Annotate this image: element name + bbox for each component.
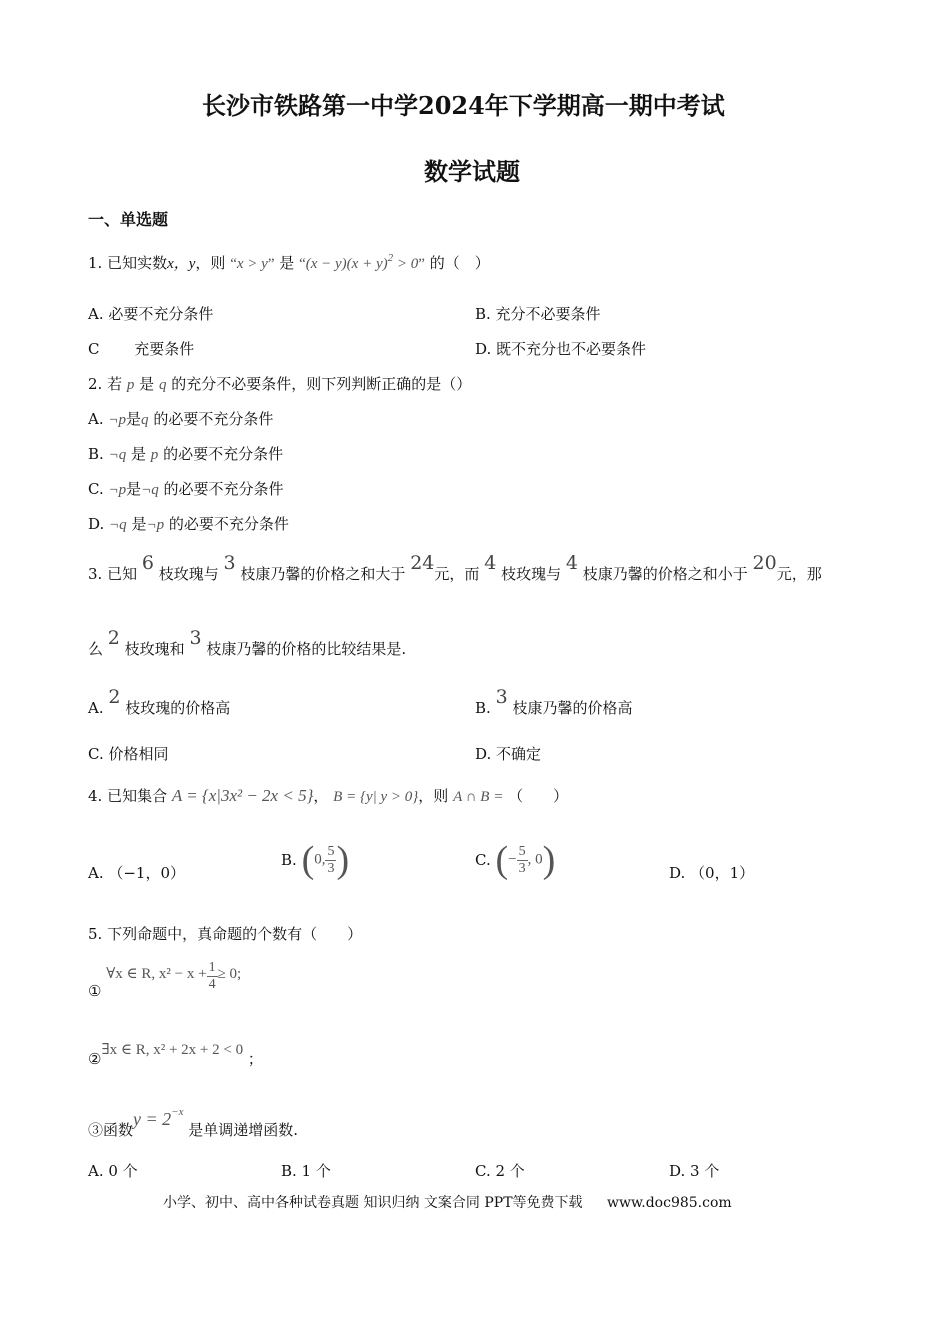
q3-t3: 枝康乃馨的价格之和大于 [240, 565, 406, 583]
q3-n4a: 4 [484, 552, 497, 574]
q5-option-b[interactable]: B. 1 个 [281, 1162, 331, 1180]
q4-option-b[interactable]: B. (0, $\frac{5}{3}$ ) [281, 839, 350, 881]
q4-b-label: B. [281, 851, 297, 869]
q5-s1-num: 1 [208, 960, 216, 975]
q4-option-d[interactable]: D. （0，1） [669, 864, 755, 882]
q2-a-x: ¬p [108, 412, 127, 428]
q2-b-y: p [150, 447, 159, 463]
q2-a-y: q [141, 412, 149, 428]
q5-statement-2 [88, 1040, 263, 1069]
q5-c1: ① [88, 982, 102, 1000]
q5-s1-den: 4 [208, 977, 216, 992]
q4-c-fraction [517, 844, 528, 877]
q3-b-n: 3 [495, 686, 508, 708]
q1-option-c-text: 充要条件 [134, 340, 195, 358]
q2-prefix: 2. 若 [88, 375, 123, 393]
q3-t1: 3. 已知 [88, 565, 138, 583]
q2-d-label: D. [88, 515, 105, 533]
q2-d-tail: 的必要不充分条件 [168, 515, 289, 533]
q5-option-a[interactable]: A. 0 个 [88, 1162, 138, 1180]
q4-set-a: A = {x|3x² − 2x < 5} [171, 786, 314, 805]
q5-s1a: ∀x ∈ R, x² − x + [106, 966, 207, 982]
q3-a-n: 2 [108, 686, 121, 708]
q3-n3a: 3 [223, 552, 236, 574]
q3-t7: 元，那 [776, 565, 822, 583]
q2-c-x: ¬p [108, 482, 127, 498]
q2-c-y: ¬q [141, 482, 159, 498]
q3-t2: 枝玫瑰与 [158, 565, 219, 583]
q3-t4: 元，而 [434, 565, 480, 583]
q4-prefix: 4. 已知集合 [88, 787, 168, 805]
q3-l2-n2: 2 [107, 627, 120, 649]
q2-option-d[interactable] [88, 513, 289, 534]
q2-d-y: ¬p [146, 517, 165, 533]
q1-mid: ，则 [195, 254, 226, 272]
q2-b-tail: 的必要不充分条件 [163, 445, 284, 463]
q3-n6: 6 [141, 552, 154, 574]
q3-t5: 枝玫瑰与 [501, 565, 562, 583]
q1-suffix: 的（ ） [429, 254, 490, 272]
q1-option-b[interactable]: B. 充分不必要条件 [475, 305, 601, 323]
q5-s3: y = 2 [133, 1109, 172, 1129]
q2-option-a[interactable] [88, 408, 273, 429]
q3-n4b: 4 [565, 552, 578, 574]
footer-text: 小学、初中、高中各种试卷真题 知识归纳 文案合同 PPT等免费下载 [163, 1195, 583, 1211]
q4-expr: A ∩ B = [453, 789, 504, 805]
q2-a-is: 是 [126, 410, 142, 428]
q1-prefix: 1. 已知实数 [88, 254, 168, 272]
q4-suffix-b: （ ） [508, 787, 569, 805]
q3-l2-n3: 3 [189, 627, 202, 649]
q3-l2-t2: 枝玫瑰和 [124, 640, 185, 658]
q5-statement-3 [88, 1106, 298, 1140]
q4-c-right: , 0 [527, 851, 543, 868]
page-title: 长沙市铁路第一中学2024年下学期高一期中考试 [202, 91, 725, 120]
q1-cond2-base: (x − y)(x + y) [305, 256, 388, 272]
q3-t6: 枝康乃馨的价格之和小于 [582, 565, 748, 583]
q5-s1b: ≥ 0; [217, 966, 242, 982]
question-5-stem: 5. 下列命题中，真命题的个数有（ ） [88, 925, 363, 943]
q4-set-b: B = {y| y > 0} [333, 789, 419, 805]
question-2-stem [88, 373, 471, 394]
q5-c2: ② [88, 1050, 102, 1068]
q2-p: p [126, 377, 135, 393]
q4-b-num: 5 [327, 843, 335, 859]
q1-condition-2 [305, 252, 419, 272]
q2-option-c[interactable] [88, 478, 284, 499]
q4-b-den: 3 [327, 860, 335, 876]
q1-condition-1: x > y [236, 256, 268, 272]
q3-a-label: A. [88, 699, 104, 717]
q3-option-d[interactable]: D. 不确定 [475, 745, 542, 763]
q4-b-fraction [325, 844, 336, 877]
q5-s2: ∃x ∈ R, x² + 2x + 2 < 0 [101, 1042, 244, 1058]
q2-c-is: 是 [126, 480, 142, 498]
question-3-stem-line-2 [88, 627, 406, 659]
q2-is: 是 [139, 375, 155, 393]
q3-b-label: B. [475, 699, 491, 717]
q2-c-label: C. [88, 480, 104, 498]
q2-b-x: ¬q [108, 447, 127, 463]
page-footer [163, 1192, 732, 1212]
q2-b-label: B. [88, 445, 104, 463]
page-subtitle: 数学试题 [424, 157, 520, 186]
footer-url[interactable]: www.doc985.com [606, 1195, 732, 1211]
q3-option-b[interactable] [475, 686, 632, 718]
q5-statement-1 [88, 960, 241, 1000]
q1-cond2-exp: 2 [387, 252, 394, 264]
section-heading: 一、单选题 [88, 210, 169, 229]
q2-d-x: ¬q [109, 517, 127, 533]
q4-c-den: 3 [518, 860, 526, 876]
q3-b-text: 枝康乃馨的价格高 [512, 699, 633, 717]
q1-option-c[interactable] [88, 338, 194, 359]
q2-a-tail: 的必要不充分条件 [153, 410, 274, 428]
q3-l2-t3: 枝康乃馨的价格的比较结果是. [206, 640, 407, 658]
q5-s3-end: 是单调递增函数. [188, 1121, 299, 1139]
q4-c-sign: − [508, 851, 517, 868]
q2-a-label: A. [88, 410, 104, 428]
q3-a-text: 枝玫瑰的价格高 [125, 699, 231, 717]
question-4-stem [88, 785, 568, 806]
q1-cond2-rel: > 0 [393, 256, 419, 272]
q4-option-a[interactable]: A. （−1，0） [88, 864, 186, 882]
q2-b-is: 是 [130, 445, 146, 463]
q3-n20: 20 [752, 552, 777, 574]
q2-suffix: 的充分不必要条件，则下列判断正确的是（） [171, 375, 472, 393]
q2-option-b[interactable] [88, 443, 283, 464]
q5-option-c[interactable]: C. 2 个 [475, 1162, 525, 1180]
q3-n24: 24 [410, 552, 435, 574]
q3-l2-t1: 么 [88, 640, 104, 658]
q3-option-a[interactable] [88, 686, 230, 718]
q4-b-left: 0, [314, 851, 326, 868]
q4-suffix-a: ，则 [418, 787, 449, 805]
q2-q: q [158, 377, 167, 393]
q1-vars: x，y [167, 256, 196, 272]
q5-s1-fraction [207, 960, 218, 993]
q1-option-d[interactable]: D. 既不充分也不必要条件 [475, 340, 647, 358]
q4-comma: ， [313, 787, 329, 805]
question-1-stem: 1. 已知实数x，y，则 “x > y” 是 “$(x - y)(x + y)^2 > 0$” 的（ ） [88, 252, 490, 272]
q4-c-label: C. [475, 851, 491, 869]
q5-c3: ③函数 [88, 1121, 134, 1139]
q5-s3-exp: −x [171, 1106, 184, 1118]
question-3-stem-line-1 [88, 552, 822, 584]
q1-option-c-label: C [88, 340, 100, 358]
q3-option-c[interactable]: C. 价格相同 [88, 745, 169, 763]
q5-s2-end: ； [247, 1050, 263, 1068]
q4-option-c[interactable]: C. (− $\frac{5}{3}$ , 0) [475, 839, 556, 881]
q1-option-a[interactable]: A. 必要不充分条件 [88, 305, 214, 323]
q1-is: 是 [279, 254, 295, 272]
q5-option-d[interactable]: D. 3 个 [669, 1162, 720, 1180]
q4-c-num: 5 [518, 843, 526, 859]
q2-c-tail: 的必要不充分条件 [163, 480, 284, 498]
q2-d-is: 是 [131, 515, 147, 533]
